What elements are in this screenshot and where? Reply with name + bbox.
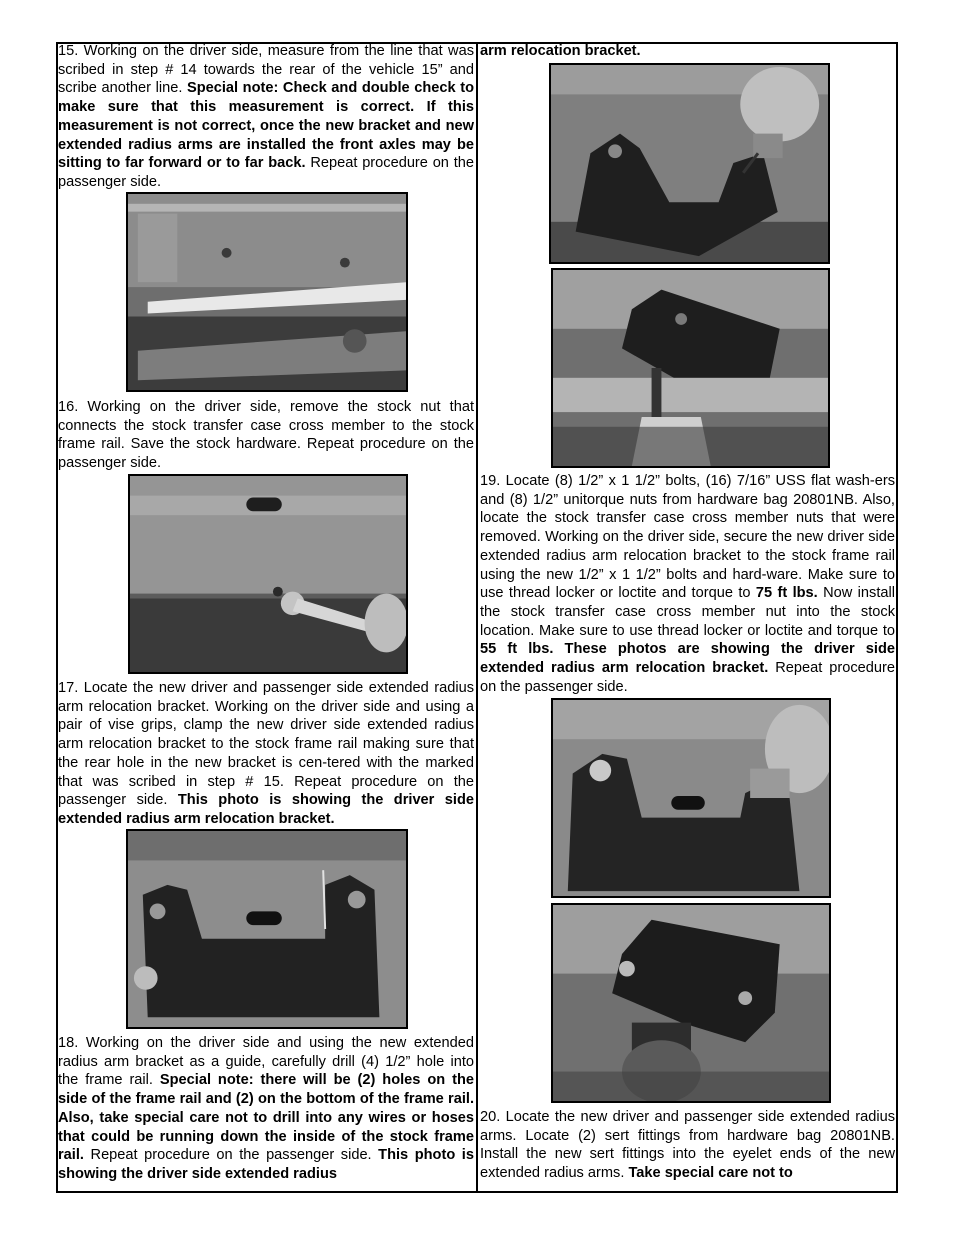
step-19-text: 19. Locate (8) 1/2” x 1 1/2” bolts, (16) 7/16” USS flat wash-ers and (8) 1/2” unitorque nuts from hardware bag 20801NB. Also, locate the stock transfer case cross member nuts that were removed. Working on the driver side, secure the new driver side extended radius arm relocation bracket to the stock frame rail using the new 1/2” x 1 1/2” bolts and hard-ware. Make sure to use thread locker or loctite and torque to 75 ft lbs. Now install the stock transfer case cross member nut into the stock location. Make sure to use thread locker or loctite and torque to 55 ft lbs. These photos are showing the driver side extended radius arm relocation bracket. Repeat procedure on the passenger side. (480, 473, 895, 695)
step-17-text: 17. Locate the new driver and passenger side extended radius arm relocation bracket. Working on the driver side and using a pair of vise grips, clamp the new driver side extended radius arm relocation bracket to the stock frame rail making sure that the rear hole in the new bracket is cen-tered with the marked that was scribed in step # 15. Repeat procedure on the passenger side. This photo is showing the driver side extended radius arm relocation bracket. (58, 680, 474, 827)
photo-measure-frame-rail (126, 192, 408, 392)
step-18-continued-text: arm relocation bracket. (480, 43, 641, 59)
photo-bracket-clamped (126, 829, 408, 1029)
step-16-text: 16. Working on the driver side, remove the stock nut that connects the stock transfer case cross member to the stock frame rail. Save the stock hardware. Repeat procedure on the passenger side. (58, 399, 474, 472)
photo-drill-side-holes (549, 63, 830, 264)
photo-bolts-installed (551, 698, 831, 898)
photo-bottom-bolts-torqued (551, 903, 831, 1103)
step-15-text: 15. Working on the driver side, measure from the line that was scribed in step # 14 towards the rear of the vehicle 15” and scribe another line. Special note: Check and double check to make sure that this measurement is correct. If this measurement is not correct, once the new bracket and new extended radius arms are installed the front axles may be sitting to far forward or to far back. Repeat procedure on the passenger side. (58, 43, 474, 190)
column-divider (476, 42, 478, 1193)
photo-remove-stock-nut (128, 474, 408, 674)
photo-drill-bottom-holes (551, 268, 830, 468)
step-18-text: 18. Working on the driver side and using the new extended radius arm bracket as a guide, carefully drill (4) 1/2” hole into the frame rail. Special note: there will be (2) holes on the side of the frame rail and (2) on the bottom of the frame rail. Also, take special care not to drill into any wires or hoses that could be running down the inside of the stock frame rail. Repeat procedure on the passenger side. This photo is showing the driver side extended radius (58, 1035, 474, 1182)
step-20-text: 20. Locate the new driver and passenger side extended radius arms. Locate (2) sert fittings from hardware bag 20801NB. Install the new sert fittings into the eyelet ends of the new extended radius arms. Take special care not to (480, 1109, 895, 1182)
